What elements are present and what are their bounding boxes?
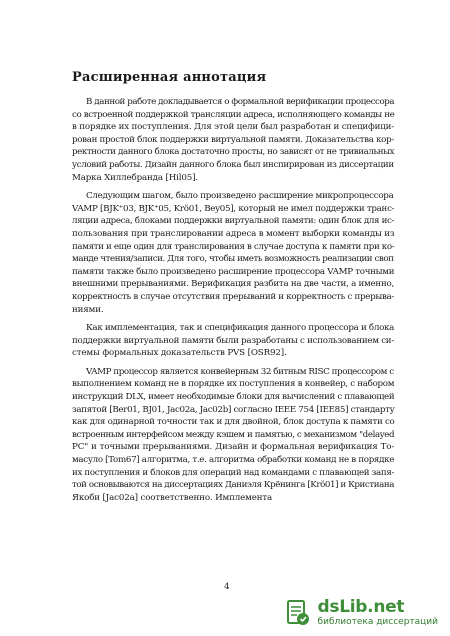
text-line: стемы формальных доказательств PVS [OSR92].	[72, 348, 287, 359]
text-line: манде чтения/записи. Для того, чтобы иметь возможность реализации своп	[72, 254, 394, 265]
text-line: VAMP процессор является конвейерным 32 битным RISC процессором с	[86, 366, 394, 377]
section-title: Расширенная аннотация	[72, 70, 267, 85]
document-leaf-icon	[282, 598, 312, 628]
text-line: Якоби [Jac02a] соответственно. Имплемента	[72, 492, 273, 503]
paragraph	[72, 190, 394, 316]
text-line: памяти и еще один для транслирования в случае доступа к памяти при ко-	[72, 241, 395, 252]
text-line: встроенным интерфейсом между кэшем и памятью, с механизмом "delayed	[72, 429, 395, 440]
watermark-subtitle: библиотека диссертаций	[317, 617, 438, 627]
text-line: в порядке их поступления. Для этой цели был разработан и специфици-	[72, 122, 394, 133]
text-line: VAMP [BJK⁺03, BJK⁺05, Krö01, Bey05], который не имел поддержки транс-	[72, 203, 395, 214]
text-line: масуло [Tom67] алгоритма, т.е. алгоритма обработки команд не в порядке	[72, 455, 395, 466]
paragraph	[72, 96, 394, 184]
text-line: как для одинарной точности так и для двойной, блок доступа к памяти со	[72, 417, 395, 428]
text-line: запятой [Ber01, BJ01, Jac02a, Jac02b] согласно IEEE 754 [IEE85] стандарту	[72, 404, 395, 415]
text-line: Следующим шагом, было произведено расширение микропроцессора	[86, 191, 394, 202]
page-number: 4	[224, 582, 230, 592]
text-line: ляции адреса, блоками поддержки виртуальной памяти: один блок для ис-	[72, 216, 395, 227]
text-line: условий работы. Дизайн данного блока был инспирирован из диссертации	[72, 159, 394, 170]
text-line: В данной работе докладывается о формальной верификации процессора	[86, 97, 395, 107]
text-line: памяти также было произведено расширение процессора VAMP точными	[72, 266, 395, 277]
text-line: их поступления и блоков для операций над командами с плавающей запя-	[72, 467, 395, 478]
watermark	[282, 598, 438, 628]
text-line: со встроенной поддержкой трансляции адреса, исполняющего команды не	[72, 109, 395, 120]
text-line: ректности данного блока достаточно просты, но зависят от не тривиальных	[72, 147, 395, 158]
text-line: поддержки виртуальной памяти были разработаны с использованием си-	[72, 335, 394, 346]
text-line: корректность в случае отсутствия прерываний и корректность с прерыва-	[72, 291, 395, 302]
text-line: той основываются на диссертациях Даниэля Крёнинга [Krö01] и Кристиана	[72, 480, 394, 491]
text-line: ниями.	[72, 304, 104, 315]
paragraph	[72, 366, 394, 505]
text-line: Как имплементация, так и спецификация данного процессора и блока	[86, 323, 395, 334]
body-text	[72, 96, 394, 510]
text-line: инструкций DLX, имеет необходимые блоки для вычислений с плавающей	[72, 392, 395, 403]
text-line: пользования при транслировании адреса в момент выборки команды из	[72, 228, 395, 239]
paragraph	[72, 322, 394, 360]
text-line: PC" и точными прерываниями. Дизайн и формальная верификация То-	[72, 442, 395, 453]
text-line: Марка Хиллебранда [Hil05].	[72, 172, 199, 183]
text-line: выполнением команд не в порядке их поступления в конвейер, с набором	[72, 379, 395, 390]
text-line: внешними прерываниями. Верификация разбита на две части, а именно,	[72, 279, 394, 290]
text-line: рован простой блок поддержки виртуальной памяти. Доказательства кор-	[72, 134, 394, 145]
watermark-name: dsLib.net	[317, 597, 405, 617]
